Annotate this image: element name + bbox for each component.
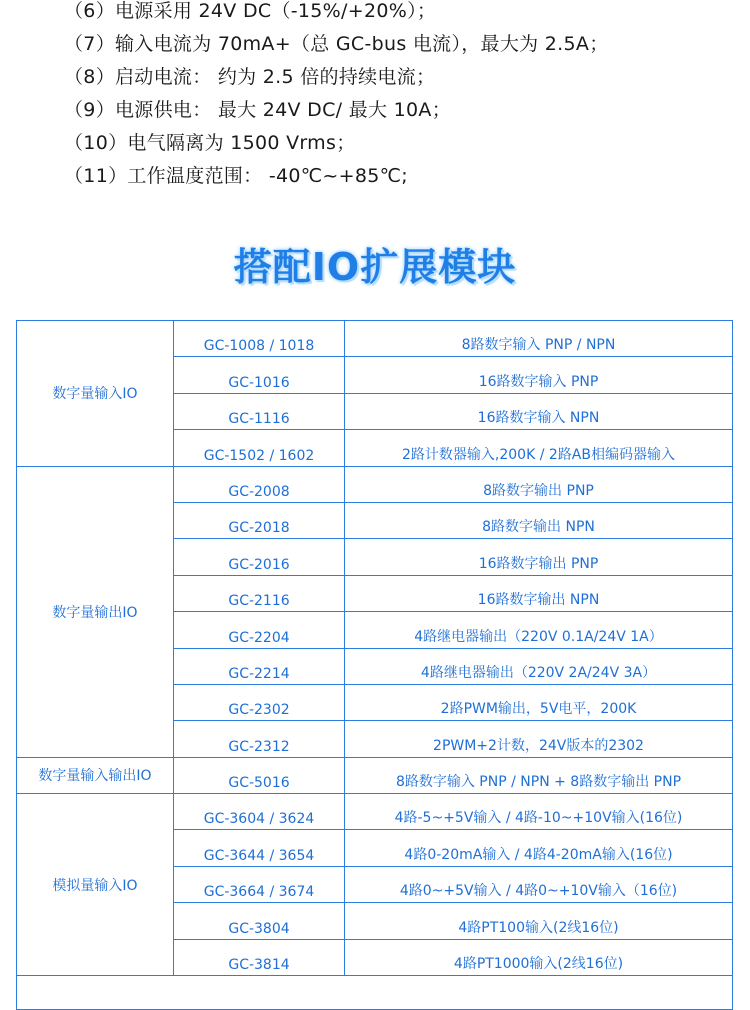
description-cell: 8路数字输出 PNP — [345, 467, 732, 503]
model-cell: GC-2018 — [174, 503, 345, 539]
description-cell: 4路PT1000输入(2线16位) — [345, 940, 732, 976]
category-cell: 数字量输出IO — [17, 467, 174, 758]
section-title: 搭配IO扩展模块 — [233, 245, 517, 289]
model-cell: GC-1016 — [174, 357, 345, 393]
description-cell: 4路-5~+5V输入 / 4路-10~+10V输入(16位) — [345, 794, 732, 830]
model-cell: GC-2008 — [174, 467, 345, 503]
model-cell: GC-3804 — [174, 903, 345, 939]
model-cell: GC-3814 — [174, 940, 345, 976]
description-cell: 2PWM+2计数，24V版本的2302 — [345, 721, 732, 757]
model-cell: GC-1502 / 1602 — [174, 430, 345, 466]
model-cell: GC-3664 / 3674 — [174, 867, 345, 903]
spec-list — [64, 0, 744, 196]
description-cell: 16路数字输出 PNP — [345, 539, 732, 575]
model-cell: GC-1116 — [174, 394, 345, 430]
model-cell: GC-2204 — [174, 612, 345, 648]
description-cell: 4路0-20mA输入 / 4路4-20mA输入(16位) — [345, 830, 732, 866]
description-cell: 4路PT100输入(2线16位) — [345, 903, 732, 939]
spec-line: （11）工作温度范围： -40℃~+85℃; — [64, 165, 408, 187]
description-cell: 16路数字输出 NPN — [345, 576, 732, 612]
description-cell: 8路数字输出 NPN — [345, 503, 732, 539]
description-cell: 2路计数器输入,200K / 2路AB相编码器输入 — [345, 430, 732, 466]
spec-line: （6）电源采用 24V DC（-15%/+20%）； — [64, 0, 437, 22]
model-cell: GC-2214 — [174, 649, 345, 685]
model-cell: GC-2302 — [174, 685, 345, 721]
category-cell: 数字量输入输出IO — [17, 758, 174, 794]
model-cell: GC-3644 / 3654 — [174, 830, 345, 866]
description-cell: 4路继电器输出（220V 0.1A/24V 1A） — [345, 612, 732, 648]
description-cell: 8路数字输入 PNP / NPN + 8路数字输出 PNP — [345, 758, 732, 794]
category-cell: 模拟量输入IO — [17, 794, 174, 976]
io-module-table — [16, 320, 733, 1010]
spec-line: （9）电源供电： 最大 24V DC/ 最大 10A； — [64, 99, 452, 121]
model-cell: GC-5016 — [174, 758, 345, 794]
spec-line: （8）启动电流： 约为 2.5 倍的持续电流； — [64, 66, 436, 88]
model-cell: GC-2016 — [174, 539, 345, 575]
description-cell: 16路数字输入 PNP — [345, 357, 732, 393]
model-cell: GC-1008 / 1018 — [174, 321, 345, 357]
model-cell: GC-2312 — [174, 721, 345, 757]
spec-line: （7）输入电流为 70mA+（总 GC-bus 电流），最大为 2.5A； — [64, 33, 609, 55]
category-cell: 数字量输入IO — [17, 321, 174, 467]
description-cell: 4路0~+5V输入 / 4路0~+10V输入（16位) — [345, 867, 732, 903]
description-cell: 2路PWM输出，5V电平，200K — [345, 685, 732, 721]
io-module-grid — [17, 321, 732, 976]
description-cell: 4路继电器输出（220V 2A/24V 3A） — [345, 649, 732, 685]
spec-line: （10）电气隔离为 1500 Vrms； — [64, 132, 356, 154]
model-cell: GC-3604 / 3624 — [174, 794, 345, 830]
model-cell: GC-2116 — [174, 576, 345, 612]
description-cell: 16路数字输入 NPN — [345, 394, 732, 430]
description-cell: 8路数字输入 PNP / NPN — [345, 321, 732, 357]
